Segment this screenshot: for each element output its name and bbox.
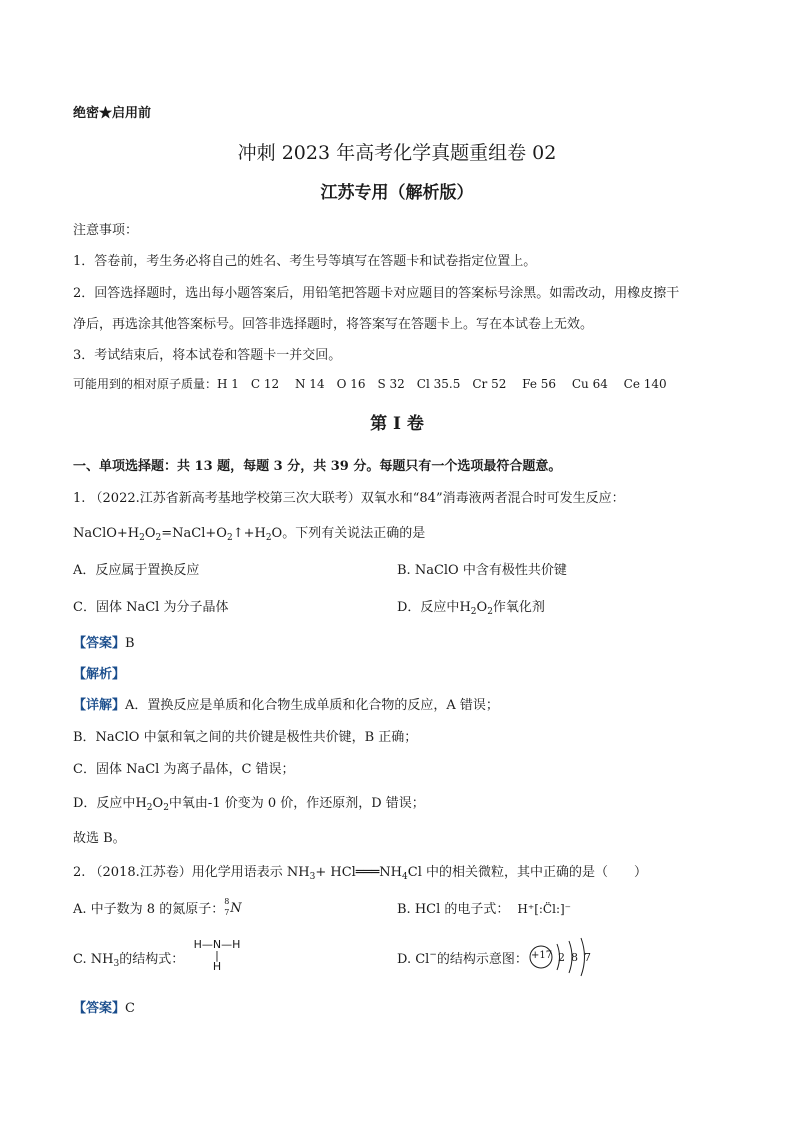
q1-option-d: D．反应中$H_2O_2$作氧化剂 (397, 600, 545, 617)
notice-item-3: 3．考试结束后，将本试卷和答题卡一并交回。 (73, 348, 342, 363)
q1-option-b: B. NaClO 中含有极性共价键 (397, 563, 567, 578)
shell-2-count: 8 (571, 951, 578, 964)
q1-answer: 【答案】B (73, 636, 135, 651)
section-heading: 一、单项选择题：共 13 题，每题 3 分，共 39 分。每题只有一个选项最符合题意。 (73, 459, 562, 474)
q1-detail-c: C．固体 NaCl 为离子晶体，C 错误； (73, 762, 295, 777)
q1-option-a: A．反应属于置换反应 (73, 563, 200, 578)
shell-3-count: 7 (584, 951, 591, 964)
q2-option-d: D. Cl−的结构示意图： (397, 950, 528, 967)
volume-heading: 第 I 卷 (370, 414, 424, 434)
notice-item-1: 1．答卷前，考生务必将自己的姓名、考生号等填写在答题卡和试卷指定位置上。 (73, 254, 537, 269)
q1-detail-a: 【详解】A．置换反应是单质和化合物生成单质和化合物的反应，A 错误； (73, 698, 499, 713)
paper-subtitle: 江苏专用（解析版） (320, 183, 474, 203)
q1-option-c: C．固体 NaCl 为分子晶体 (73, 600, 229, 615)
paper-title: 冲刺 2023 年高考化学真题重组卷 02 (237, 142, 557, 164)
notice-item-2-line-2: 净后，再选涂其他答案标号。回答非选择题时，将答案写在答题卡上。写在本试卷上无效。 (73, 317, 594, 332)
hcl-electron-formula: H⁺[:C̈l:]⁻ (517, 902, 572, 916)
q1-detail-b: B．NaClO 中氯和氧之间的共价键是极性共价键，B 正确； (73, 730, 418, 745)
q2-option-b: B. HCl 的电子式： H⁺[:C̈l:]⁻ (397, 902, 572, 917)
q1-detail-d: D．反应中$H_2O_2$中氧由-1 价变为 0 价，作还原剂，D 错误； (73, 796, 425, 813)
notice-heading: 注意事项： (73, 223, 139, 238)
q2-answer: 【答案】C (73, 1001, 135, 1016)
nucleus-charge: +17 (531, 950, 553, 961)
atomic-masses: 可能用到的相对原子质量：H 1 C 12 N 14 O 16 S 32 Cl 35.5 Cr 52 Fe 56 Cu 64 Ce 140 (73, 377, 667, 391)
q2-option-a: A. 中子数为 8 的氮原子： 8 7 N (73, 896, 242, 917)
cl-ion-structure-diagram (528, 934, 598, 980)
q1-stem: 1. （2022.江苏省新高考基地学校第三次大联考）双氧水和“84”消毒液两者混合时可发生反应： (73, 491, 625, 506)
q1-analysis-tag: 【解析】 (73, 667, 126, 682)
q2-option-c: C. $NH_3$的结构式： (73, 952, 185, 969)
q2-stem: 2. （2018.江苏卷）用化学用语表示 $NH_3+$ $HCl═══NH_4Cl$ 中的相关微粒，其中正确的是（ ） (73, 865, 647, 882)
confidential-mark: 绝密★启用前 (73, 106, 152, 121)
nh3-structural-formula: H—N—H | H (193, 938, 241, 973)
notice-item-2-line-1: 2．回答选择题时，选出每小题答案后，用铅笔把答题卡对应题目的答案标号涂黑。如需改动，用橡皮擦干 (73, 286, 680, 301)
q1-equation: $NaClO+H_2O_2=NaCl+O_2↑+H_2O$。下列有关说法正确的是 (73, 526, 426, 543)
shell-1-count: 2 (558, 951, 565, 964)
q1-conclusion: 故选 B。 (73, 831, 126, 846)
